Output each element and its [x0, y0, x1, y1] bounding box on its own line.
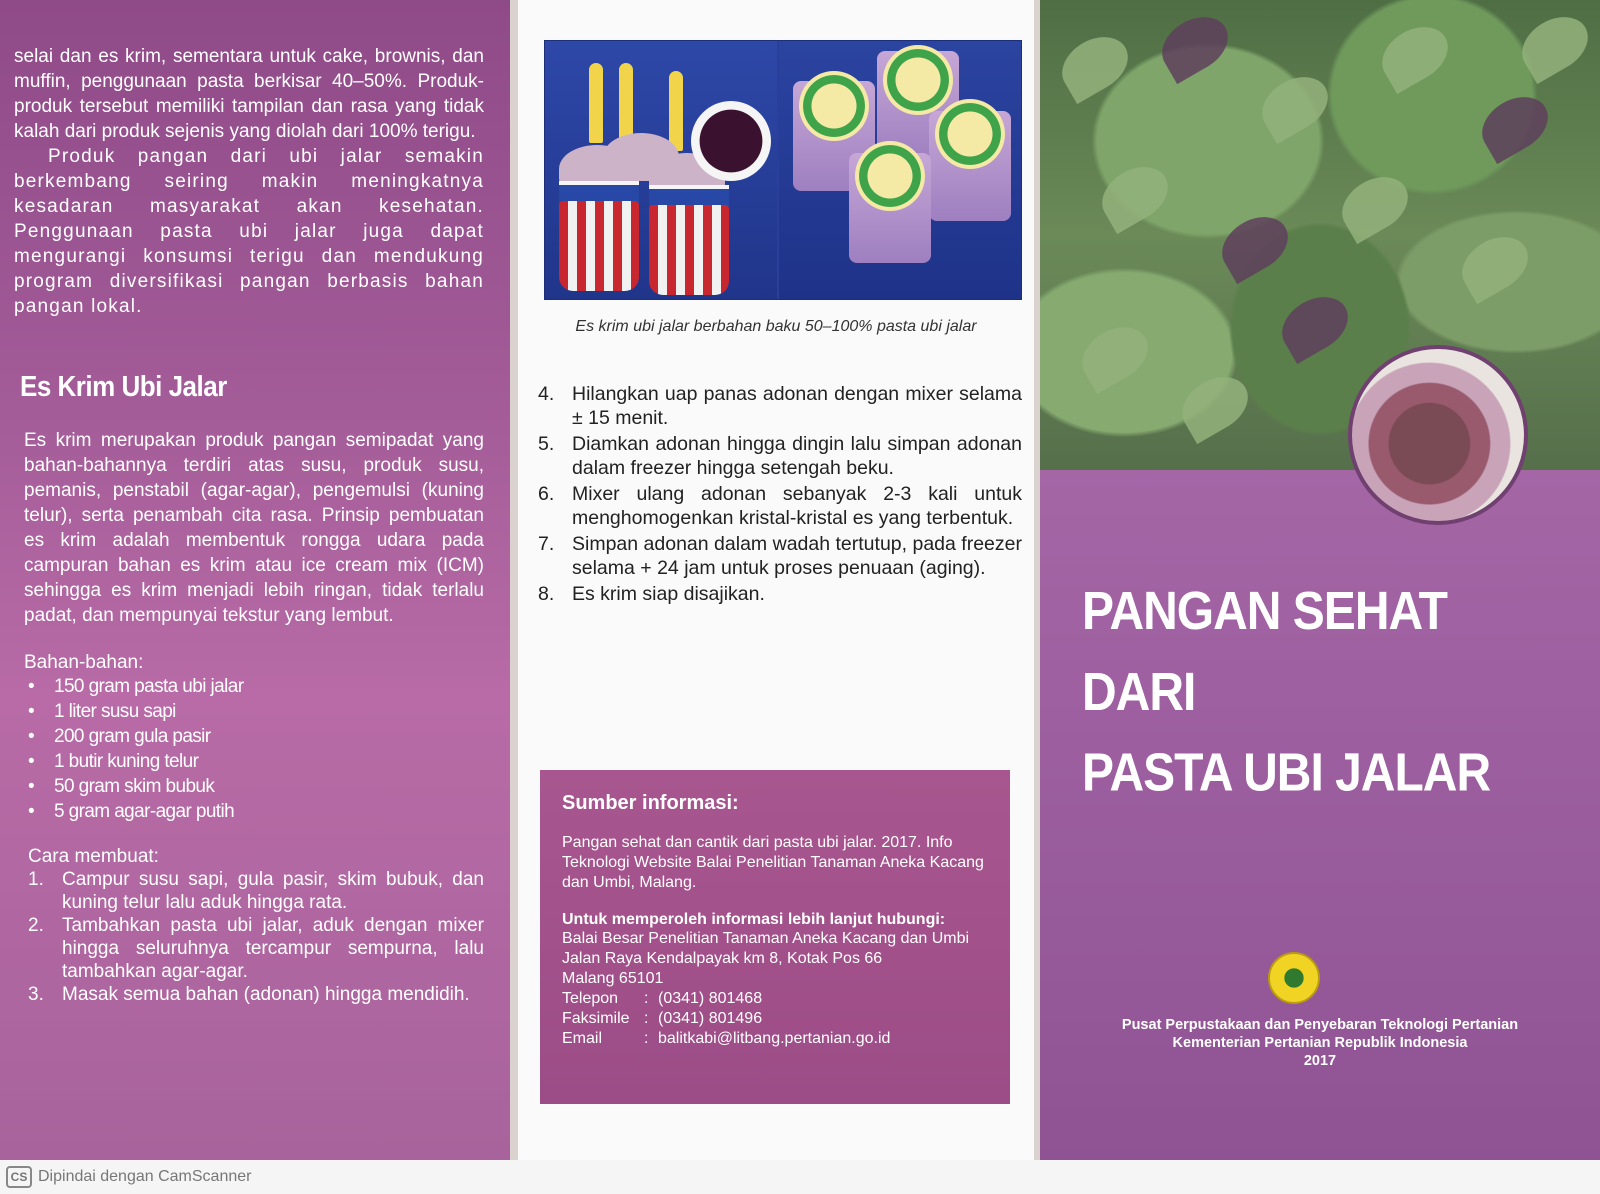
list-item: • 5 gram agar-agar putih [28, 801, 235, 822]
es-krim-heading: Es Krim Ubi Jalar [20, 369, 227, 403]
jar-lid [799, 71, 869, 141]
jar-lid [935, 99, 1005, 169]
ice-cream-cup [559, 201, 639, 291]
spoon-shape [669, 71, 683, 151]
contact-email-row: Email : balitkabi@litbang.pertanian.go.id [562, 1030, 891, 1047]
photo-caption: Es krim ubi jalar berbahan baku 50–100% pasta ubi jalar [575, 318, 977, 335]
middle-panel [518, 0, 1034, 1160]
list-item: • 1 liter susu sapi [28, 701, 176, 722]
contact-title: Untuk memperoleh informasi lebih lanjut hubungi: [562, 911, 946, 928]
jar-lid [883, 45, 953, 115]
bahan-list [28, 674, 484, 824]
list-item: 1. Campur susu sapi, gula pasir, skim bubuk, dan kuning telur lalu aduk hingga rata. [28, 869, 484, 913]
left-panel [0, 0, 510, 1160]
source-title: Sumber informasi: [562, 792, 739, 814]
list-item: 5. Diamkan adonan hingga dingin lalu simpan adonan dalam freezer hingga setengah beku. [538, 433, 1022, 479]
cup-rim [559, 181, 639, 203]
bahan-title: Bahan-bahan: [24, 652, 144, 673]
list-item: 3. Masak semua bahan (adonan) hingga mendidih. [28, 984, 470, 1005]
purple-paste-bowl [691, 101, 771, 181]
list-item: 4. Hilangkan uap panas adonan dengan mixer selama ± 15 menit. [538, 383, 1022, 429]
spoon-shape [589, 63, 603, 143]
intro-paragraph: selai dan es krim, sementara untuk cake, brownis, dan muffin, penggunaan pasta berkisar 40–50%. Produk-produk tersebut memiliki tampilan dan rasa yang tidak kalah dari produk sejenis yang diolah dari 100% terigu. [14, 46, 484, 142]
sweet-potato-badge-photo [1348, 345, 1528, 525]
list-item: • 1 butir kuning telur [28, 751, 199, 772]
contact-fax-row: Faksimile : (0341) 801496 [562, 1010, 763, 1027]
cup-rim [649, 185, 729, 207]
source-info-box [540, 770, 1010, 1104]
ministry-logo-icon [1268, 952, 1320, 1004]
scanner-footer [0, 1160, 1600, 1194]
source-text: Pangan sehat dan cantik dari pasta ubi jalar. 2017. Info Teknologi Website Balai Penelitian Tanaman Aneka Kacang dan Umbi, Malang. [562, 834, 984, 891]
ice-cream-jars-photo [779, 41, 1022, 300]
ice-cream-cup [649, 205, 729, 295]
contact-phone-row: Telepon : (0341) 801468 [562, 990, 763, 1007]
list-item: • 200 gram gula pasir [28, 726, 211, 747]
list-item: 8. Es krim siap disajikan. [538, 583, 765, 605]
scanner-watermark-text: Dipindai dengan CamScanner [38, 1168, 252, 1185]
contact-address: Jalan Raya Kendalpayak km 8, Kotak Pos 66 [562, 950, 883, 967]
jar-lid [855, 141, 925, 211]
list-item: • 50 gram skim bubuk [28, 776, 215, 797]
es-krim-paragraph: Es krim merupakan produk pangan semipadat yang bahan-bahannya terdiri atas susu, produk susu, pemanis, penstabil (agar-agar), pengemulsi (kuning telur), serta penambah cita rasa. Prinsip pembuatan es krim adalah membentuk rongga udara pada campuran bahan es krim atau ice cream mix (ICM) sehingga es krim menjadi lebih ringan, tidak terlalu padat, dan mempunyai tekstur yang lembut. [24, 430, 484, 626]
cara-title: Cara membuat: [28, 846, 159, 867]
ice-cream-cups-photo [545, 41, 777, 300]
list-item: 6. Mixer ulang adonan sebanyak 2-3 kali untuk menghomogenkan kristal-kristal es yang terbentuk. [538, 483, 1022, 529]
steps-list [538, 382, 1022, 608]
list-item: 2. Tambahkan pasta ubi jalar, aduk dengan mixer hingga seluruhnya tercampur sempurna, lalu tambahkan agar-agar. [28, 915, 484, 982]
contact-institution: Balai Besar Penelitian Tanaman Aneka Kacang dan Umbi [562, 930, 970, 947]
list-item: • 150 gram pasta ubi jalar [28, 676, 244, 697]
camscanner-logo-icon: CS [6, 1166, 32, 1188]
spoon-shape [619, 63, 633, 143]
ice-cream-photo [544, 40, 1022, 300]
cara-list [28, 868, 484, 1006]
brochure-title: PANGAN SEHAT DARI PASTA UBI JALAR [1082, 582, 1491, 803]
contact-city: Malang 65101 [562, 970, 664, 987]
list-item: 7. Simpan adonan dalam wadah tertutup, pada freezer selama + 24 jam untuk proses penuaan (aging). [538, 533, 1022, 579]
publisher-info: Pusat Perpustakaan dan Penyebaran Teknologi Pertanian Kementerian Pertanian Republik Indonesia 2017 [1121, 1017, 1519, 1069]
second-paragraph: Produk pangan dari ubi jalar semakin berkembang seiring makin meningkatnya kesadaran masyarakat akan kesehatan. Penggunaan pasta ubi jalar juga dapat mengurangi konsumsi terigu dan mendukung program diversifikasi pangan berbasis bahan pangan lokal. [14, 146, 484, 317]
